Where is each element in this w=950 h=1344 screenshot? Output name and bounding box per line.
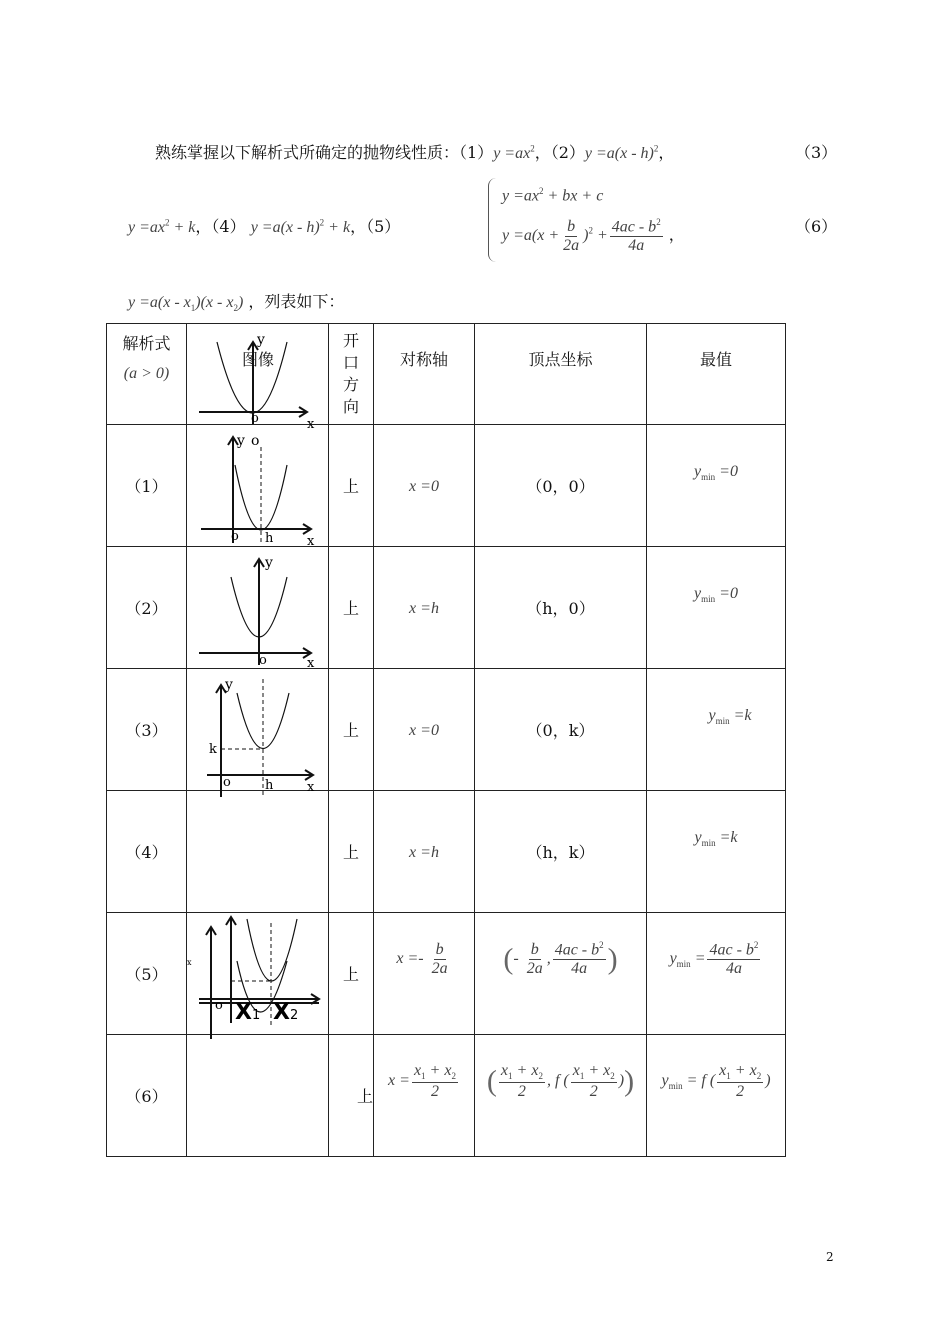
row-label: （6）: [107, 1035, 187, 1157]
header-y-label: y: [257, 332, 265, 348]
row-graph-empty: [187, 791, 329, 913]
table-row: [107, 425, 786, 547]
header-graph-label: 图像: [242, 350, 275, 369]
header-opening: [329, 324, 374, 425]
row-direction: 上: [329, 547, 374, 669]
row-axis: x =h: [374, 547, 475, 669]
header-vertex-label: 顶点坐标: [528, 349, 593, 369]
header-o-label: o: [251, 411, 259, 426]
row-vertex: （h，k）: [475, 791, 647, 913]
row-label: （3）: [107, 669, 187, 791]
row-extreme: $y_{min} =k$: [647, 791, 786, 913]
intro-line-3: $y =a(x - x_1)(x - x_2)$ ，列表如下：: [128, 292, 345, 314]
row-vertex: （h，0）: [475, 547, 647, 669]
row-axis: x =0: [374, 669, 475, 791]
graph-row-1: [187, 425, 328, 549]
row-graph-empty: [187, 1035, 329, 1157]
page-number: 2: [826, 1250, 834, 1264]
table-row: [107, 1035, 786, 1157]
row-direction: [329, 1035, 374, 1157]
o-label-top: o: [251, 433, 260, 449]
table-row: [107, 791, 786, 913]
row-graph: [187, 547, 329, 669]
row-vertex: ( $\frac{x_1 + x_2}{2}$ , f ( $\frac{x_1 + x_2}{2}$ )): [475, 1035, 647, 1157]
header-opening-3: 方: [342, 375, 359, 394]
o-label: o: [231, 529, 239, 544]
row-extreme: $y_{min}$ = $\frac{4ac - b^2}{4a}$: [647, 913, 786, 1035]
k-label: k: [209, 742, 217, 757]
header-axis: [374, 324, 475, 425]
system-eq-1: $y =ax^2$ + bx + c: [502, 186, 604, 205]
header-graph: [187, 324, 329, 432]
header-opening-1: 开: [342, 331, 359, 350]
o-label: o: [259, 653, 267, 668]
row-extreme: $y_{min} =0$: [647, 425, 786, 547]
o-label: o: [215, 998, 223, 1013]
x-small-label: x: [187, 958, 192, 967]
row-graph: [187, 425, 329, 547]
x2-label: X2: [273, 1000, 299, 1025]
row-axis: x =0: [374, 425, 475, 547]
h-label: h: [265, 531, 274, 546]
y-label: y: [265, 555, 273, 571]
graph-row-2: [187, 547, 328, 671]
y-label: y: [237, 433, 245, 449]
row-axis: x =- $\frac{b}{2a}$: [374, 913, 475, 1035]
row-label: （5）: [107, 913, 187, 1035]
graph-row-5: [187, 913, 328, 1034]
o-label: o: [223, 775, 231, 790]
header-vertex: [475, 324, 647, 425]
row-direction: 上: [329, 791, 374, 913]
header-x-label: x: [307, 417, 315, 432]
header-extreme: [647, 324, 786, 425]
header-formula-label: 解析式: [122, 334, 171, 353]
header-opening-2: 口: [342, 353, 359, 372]
table-row: [107, 547, 786, 669]
row-vertex: （0，0）: [475, 425, 647, 547]
intro-line-2-six: （6）: [795, 217, 838, 236]
x-label: x: [307, 534, 315, 549]
intro-line-1: 熟练掌握以下解析式所确定的抛物线性质：$(1)y =ax^2$，（2）y =a(x - h)$^2$，: [155, 143, 675, 162]
system-eq-2: y =a(x + $\frac{b}{2a}$ )$^2$ + $\frac{4ac - b^2}{4a}$ ，: [502, 217, 685, 254]
x-label: x: [307, 780, 315, 795]
system-brace: [488, 178, 499, 262]
intro-line-3-text: ，列表如下：: [248, 292, 345, 311]
table-row: [107, 669, 786, 791]
x-label: x: [307, 656, 315, 671]
row-direction: 上: [329, 913, 374, 1035]
row-vertex: （0，k）: [475, 669, 647, 791]
row-extreme: $y_{min} =k$: [647, 669, 786, 791]
table-header-row: [107, 324, 786, 425]
row-direction: 上: [329, 425, 374, 547]
row-vertex: (- $\frac{b}{2a}$ , $\frac{4ac - b^2}{4a}$ ): [475, 913, 647, 1035]
row-direction: 上: [329, 669, 374, 791]
x1-label: X1: [235, 1000, 261, 1025]
intro-line-2: $y =ax^2 + k$，（4） y =a(x - h)$^2$ + k，（5）: [128, 217, 401, 236]
header-opening-4: 向: [342, 397, 359, 416]
table-row: [107, 913, 786, 1035]
row-extreme: $y_{min} = f$ ( $\frac{x_1 + x_2}{2}$ ): [647, 1035, 786, 1157]
row-graph: [187, 913, 329, 1035]
h-label: h: [265, 778, 274, 793]
row-label: （4）: [107, 791, 187, 913]
header-extreme-label: 最值: [699, 349, 732, 369]
header-axis-label: 对称轴: [399, 349, 448, 369]
header-formula: [107, 324, 187, 425]
header-cond: (a > 0): [123, 365, 170, 382]
intro-line-1-end: （3）: [795, 143, 838, 162]
row-graph: [187, 669, 329, 795]
row-extreme: $y_{min} =0$: [647, 547, 786, 669]
row-label: （1）: [107, 425, 187, 547]
row-label: （2）: [107, 547, 187, 669]
graph-row-3: [187, 669, 328, 795]
header-parabola-graph: [187, 324, 328, 432]
row-axis: x = $\frac{x_1 + x_2}{2}$: [374, 1035, 475, 1157]
row-direction-text: 上: [356, 1087, 373, 1106]
y-label: y: [225, 677, 233, 693]
properties-table: [106, 323, 786, 1157]
row-axis: x =h: [374, 791, 475, 913]
